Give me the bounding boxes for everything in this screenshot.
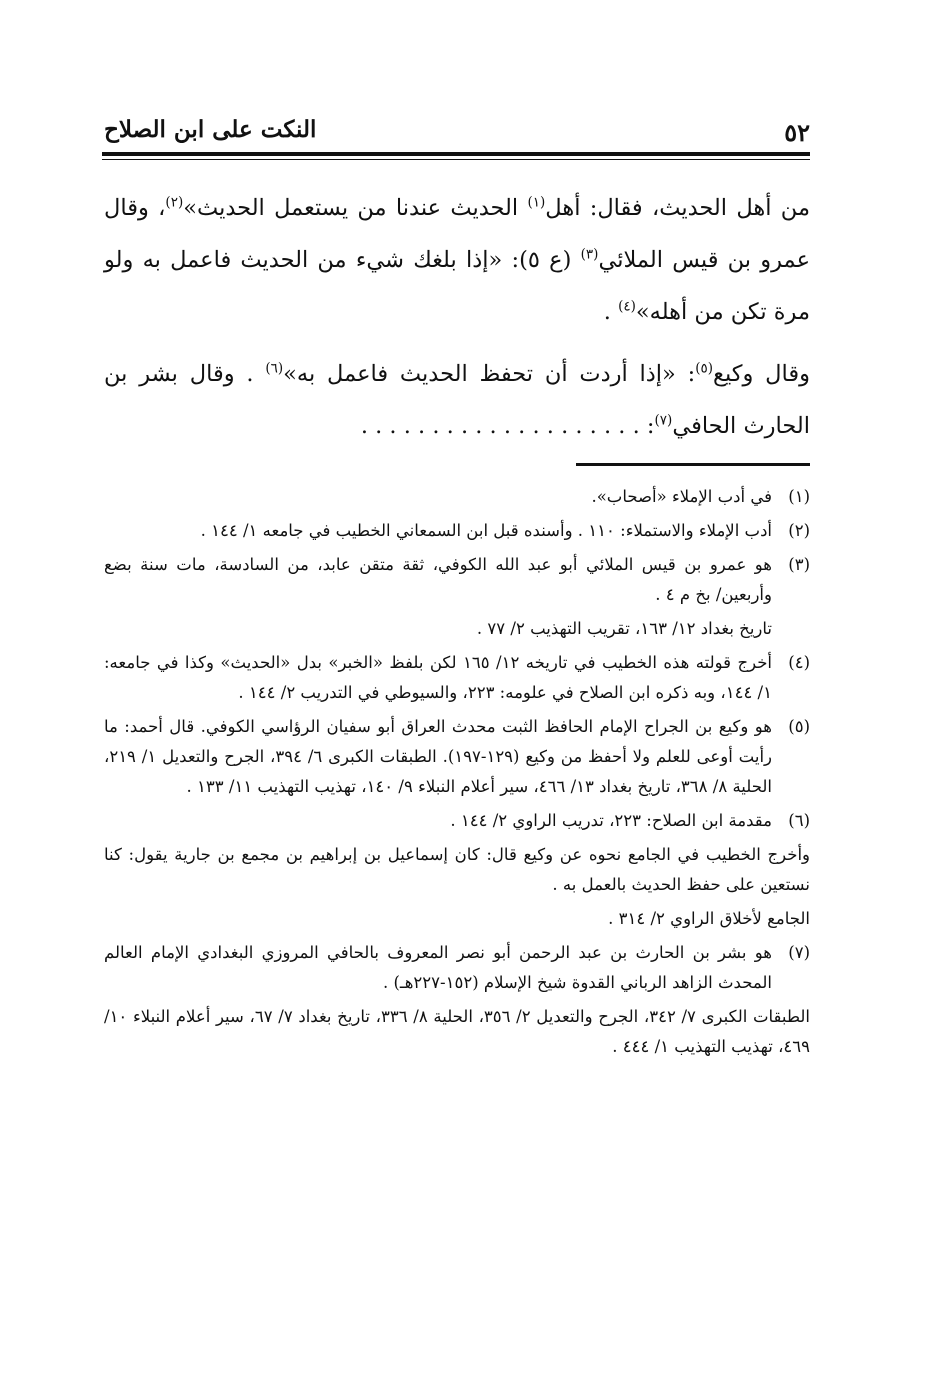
footnote-number: (٥) [788,717,810,736]
ellipsis-dots: . . . . . . . . . . . . . . . . . . . . [360,413,640,439]
footnote-ref: (١) [527,194,546,211]
footnote-number: (٦) [788,811,810,830]
footnote-separator [576,463,810,466]
footnote-2 [104,516,810,546]
main-paragraph [104,348,810,452]
header-rule-thin [102,159,810,160]
footnote-number: (٧) [788,943,810,962]
footnote-number: (٤) [788,653,810,672]
footnote-1 [104,482,810,512]
footnote-6-note: وأخرج الخطيب في الجامع نحوه عن وكيع قال: كان إسماعيل بن إبراهيم بن مجمع بن جارية يقول: كنا نستعين على حفظ الحديث بالعمل به . [104,845,811,894]
footnote-text: مقدمة ابن الصلاح: ٢٢٣، تدريب الراوي ٢/ ١٤٤ . [450,811,772,830]
footnotes [104,482,810,1066]
main-paragraph [104,182,810,338]
footnote-number: (١) [788,487,810,506]
footnote-text: أخرج قولته هذه الخطيب في تاريخه ١٢/ ١٦٥ لكن بلفظ «الخبر» بدل «الحديث» وكذا في جامعه: ١/ ١٤٤، وبه ذكره ابن الصلاح في علومه: ٢٢٣، والسيوطي في التدريب ٢/ ١٤٤ . [104,653,773,702]
footnote-6-source: الجامع لأخلاق الراوي ٢/ ٣١٤ . [608,909,810,928]
text-run: : [639,413,655,439]
footnote-6 [104,806,810,836]
footnote-text: هو وكيع بن الجراح الإمام الحافظ الثبت محدث العراق أبو سفيان الرؤاسي الكوفي. قال أحمد: ما رأيت أوعى للعلم ولا أحفظ من وكيع (١٢٩-١٩٧). الطبقات الكبرى ٦/ ٣٩٤، الجرح والتعديل ١/ ٢١٩، الحلية ٨/ ٣٦٨، تاريخ بغداد ١٣/ ٤٦٦، سير أعلام النبلاء ٩/ ١٤٠، تهذيب التهذيب ١١/ ١٣٣ . [104,717,772,796]
footnote-5 [104,712,810,802]
footnote-ref: (٤) [618,298,636,315]
footnote-3 [104,550,810,610]
text-run: (ع ٥): «إذا بلغك شيء من الحديث فاعمل به ولو مرة تكن من أهله» [104,247,810,325]
text-run: وقال وكيع [713,361,810,387]
footnote-number: (٢) [788,521,810,540]
footnote-text: في أدب الإملاء «أصحاب». [591,487,772,506]
footnote-ref: (٧) [654,412,673,429]
text-run: : «إذا أردت أن تحفظ الحديث فاعمل به» [283,361,696,387]
footnote-ref: (٦) [265,360,284,377]
header-rule [102,152,810,156]
main-text [104,182,810,452]
footnote-text: أدب الإملاء والاستملاء: ١١٠ . وأسنده قبل ابن السمعاني الخطيب في جامعه ١/ ١٤٤ . [200,521,772,540]
page-header [104,108,810,150]
footnote-ref: (٣) [580,246,599,263]
footnote-4 [104,648,810,708]
running-title: النكت على ابن الصلاح [104,116,317,143]
footnote-text: هو بشر بن الحارث بن عبد الرحمن أبو نصر المعروف بالحافي المروزي البغدادي الإمام العالم المحدث الزاهد الرباني القدوة شيخ الإسلام (١٥٢-٢٢٧هـ) . [104,943,772,992]
text-run: الحديث عندنا من يستعمل الحديث» [183,195,528,221]
text-run: . [603,299,619,325]
footnote-7 [104,938,810,998]
footnote-ref: (٥) [695,360,714,377]
text-run: ، وقال عمرو بن قيس الملائي [104,195,810,273]
text-run: . وقال بشر بن الحارث الحافي [104,361,810,439]
footnote-text: هو عمرو بن قيس الملائي أبو عبد الله الكوفي، ثقة متقن عابد، من السادسة، مات سنة بضع وأربعين/ بخ م ٤ . [104,555,772,604]
footnote-7-sources: الطبقات الكبرى ٧/ ٣٤٢، الجرح والتعديل ٢/ ٣٥٦، الحلية ٨/ ٣٣٦، تاريخ بغداد ٧/ ٦٧، سير أعلام النبلاء ١٠/ ٤٦٩، تهذيب التهذيب ١/ ٤٤٤ . [104,1007,811,1056]
footnote-number: (٣) [788,555,810,574]
footnote-ref: (٢) [165,194,184,211]
page-number: ٥٢ [784,118,810,147]
text-run: من أهل الحديث، فقال: أهل [545,195,810,221]
footnote-3-sources: تاريخ بغداد ١٢/ ١٦٣، تقريب التهذيب ٢/ ٧٧ . [476,619,772,638]
